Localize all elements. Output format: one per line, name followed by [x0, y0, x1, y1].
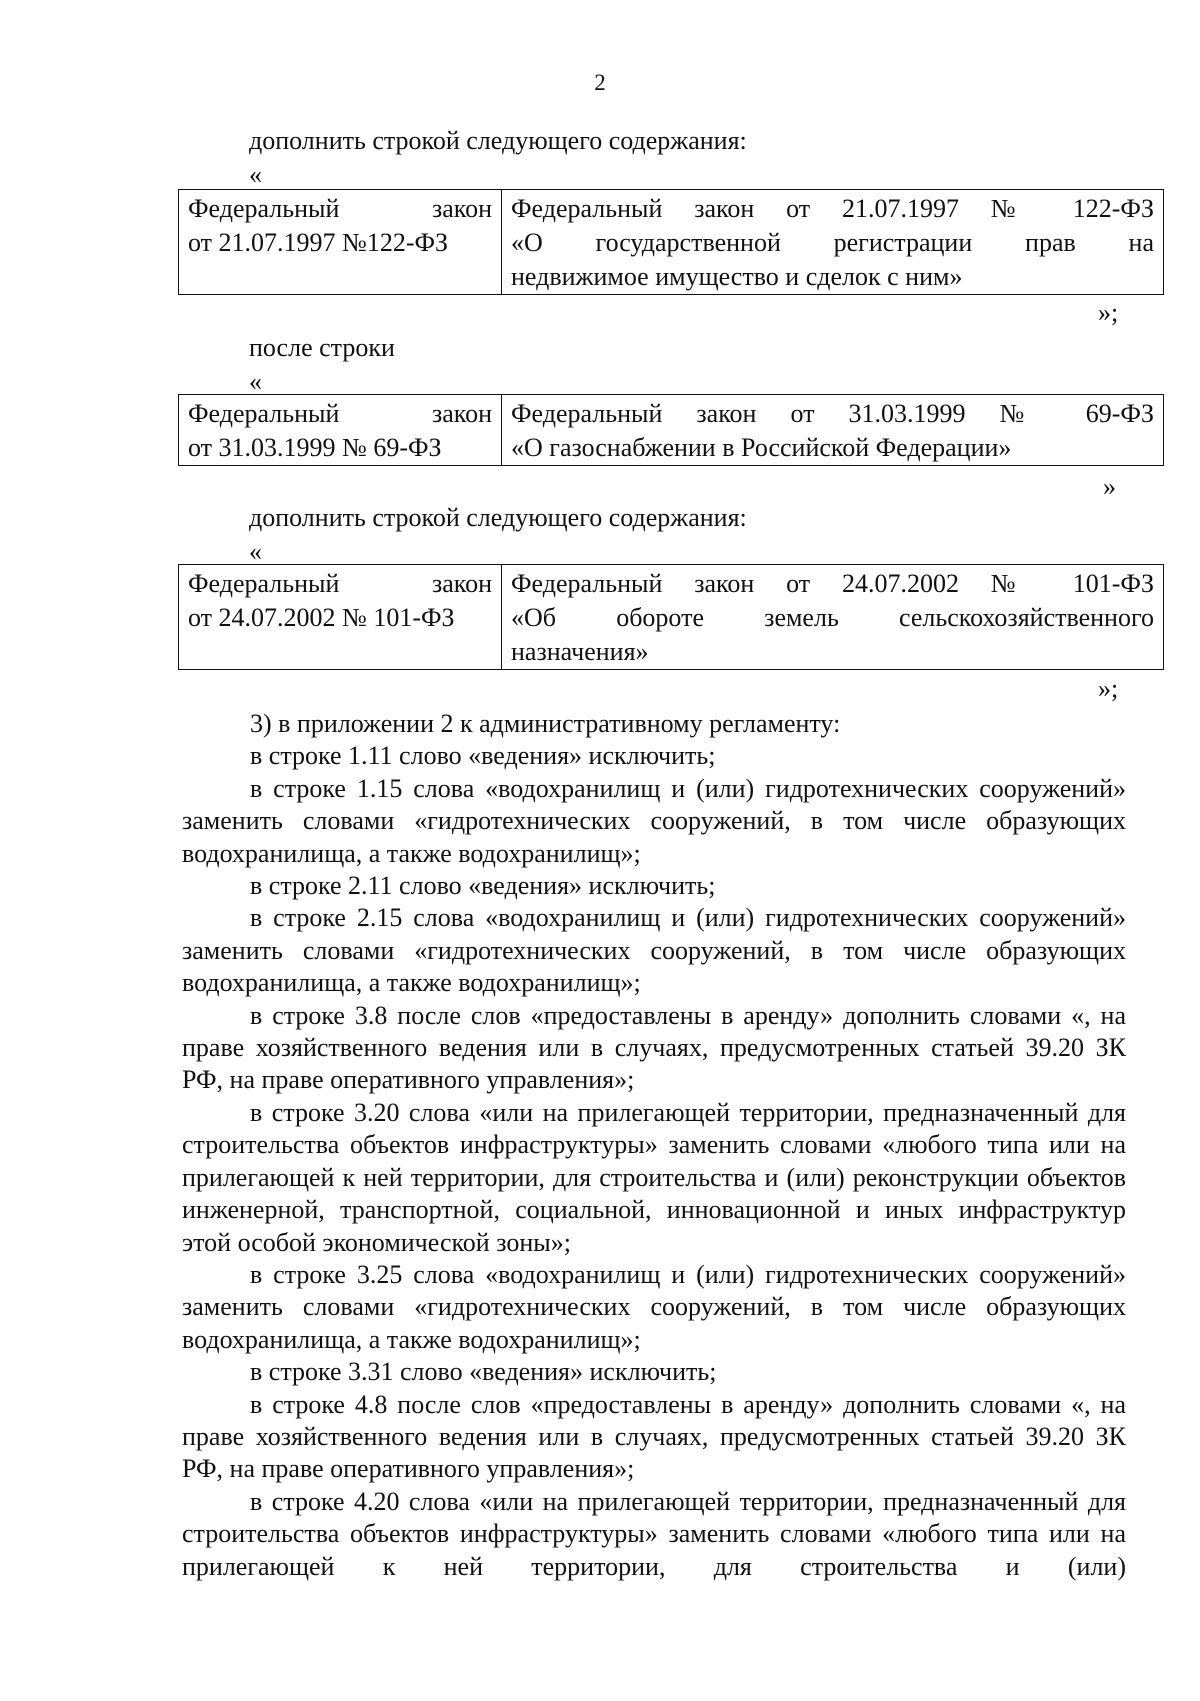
close-quote-1: »;: [1098, 298, 1119, 327]
law-short-line-2: от 31.03.1999 № 69-ФЗ: [188, 433, 442, 462]
close-quote-3: »;: [1098, 674, 1119, 703]
law-short-cell: [179, 395, 502, 466]
table-row: [179, 395, 1164, 466]
paragraph-row-3-31: в строке 3.31 слово «ведения» исключить;: [250, 1357, 717, 1387]
paragraph-appendix-heading: 3) в приложении 2 к административному регламенту:: [250, 709, 841, 738]
body-text: [182, 708, 1126, 1583]
paragraph-row-1-11: в строке 1.11 слово «ведения» исключить;: [250, 741, 716, 771]
law-full-line-1: Федеральный закон от 21.07.1997 № 122-ФЗ: [511, 194, 1154, 223]
open-quote-2: «: [249, 367, 262, 396]
paragraph-row-3-8: в строке 3.8 после слов «предоставлены в аренду» дополнить словами «, на праве хозяйственного ведения или в случаях, предусмотренных статьей 39.20 ЗК РФ, на праве оперативного управления»;: [182, 1000, 1126, 1095]
open-quote-3: «: [249, 537, 262, 566]
law-full-line-2: «О государственной регистрации прав на: [511, 228, 1154, 257]
law-short-line-2: от 21.07.1997 №122-ФЗ: [188, 228, 449, 257]
table-row: [179, 565, 1164, 670]
law-full-cell: [502, 565, 1164, 670]
paragraph-row-2-15: в строке 2.15 слова «водохранилищ и (или) гидротехнических сооружений» заменить словами «гидротехнических сооружений, в том числе образующих водохранилища, а также водохранилищ»;: [182, 903, 1126, 998]
table-row: [179, 190, 1164, 295]
paragraph-row-3-20: в строке 3.20 слова «или на прилегающей территории, предназначенный для строительства объектов инфраструктуры» заменить словами «любого типа или на прилегающей к ней территории, для строительства и (или) реконструкции объектов инженерной, транспортной, социальной, инновационной и иных инфраструктур этой особой экономической зоны»;: [182, 1097, 1126, 1257]
law-short-line-2: от 24.07.2002 № 101-ФЗ: [188, 603, 455, 632]
page-number: 2: [594, 70, 606, 95]
law-short-line-1: Федеральный закон: [188, 569, 492, 598]
paragraph-row-2-11: в строке 2.11 слово «ведения» исключить;: [250, 871, 716, 901]
paragraph-row-4-8: в строке 4.8 после слов «предоставлены в аренду» дополнить словами «, на праве хозяйственного ведения или в случаях, предусмотренных статьей 39.20 ЗК РФ, на праве оперативного управления»;: [182, 1389, 1126, 1484]
paragraph-row-3-25: в строке 3.25 слова «водохранилищ и (или) гидротехнических сооружений» заменить словами «гидротехнических сооружений, в том числе образующих водохранилища, а также водохранилищ»;: [182, 1259, 1126, 1354]
law-table-1: [178, 189, 1164, 295]
law-short-line-1: Федеральный закон: [188, 194, 492, 223]
paragraph-row-4-20: в строке 4.20 слова «или на прилегающей территории, предназначенный для строительства объектов инфраструктуры» заменить словами «любого типа или на прилегающей к ней территории, для строительства и (или): [182, 1486, 1126, 1581]
open-quote-1: «: [249, 160, 262, 189]
intro-text-2: дополнить строкой следующего содержания:: [249, 503, 747, 532]
law-full-line-3: недвижимое имущество и сделок с ним»: [511, 262, 963, 291]
law-full-line-2: «О газоснабжении в Российской Федерации»: [511, 433, 1012, 462]
law-short-cell: [179, 565, 502, 670]
law-full-cell: [502, 190, 1164, 295]
law-short-line-1: Федеральный закон: [188, 399, 492, 428]
law-table-3: [178, 564, 1164, 670]
paragraph-row-1-15: в строке 1.15 слова «водохранилищ и (или) гидротехнических сооружений» заменить словами «гидротехнических сооружений, в том числе образующих водохранилища, а также водохранилищ»;: [182, 773, 1126, 868]
law-full-cell: [502, 395, 1164, 466]
law-full-line-2: «Об обороте земель сельскохозяйственного: [511, 603, 1154, 632]
intro-text-1: дополнить строкой следующего содержания:: [249, 126, 747, 155]
law-full-line-3: назначения»: [511, 637, 649, 666]
after-row-text: после строки: [249, 333, 395, 362]
law-full-line-1: Федеральный закон от 24.07.2002 № 101-ФЗ: [511, 569, 1154, 598]
law-full-line-1: Федеральный закон от 31.03.1999 № 69-ФЗ: [511, 399, 1154, 428]
law-short-cell: [179, 190, 502, 295]
close-quote-2: »: [1103, 472, 1116, 501]
law-table-2: [178, 394, 1164, 466]
